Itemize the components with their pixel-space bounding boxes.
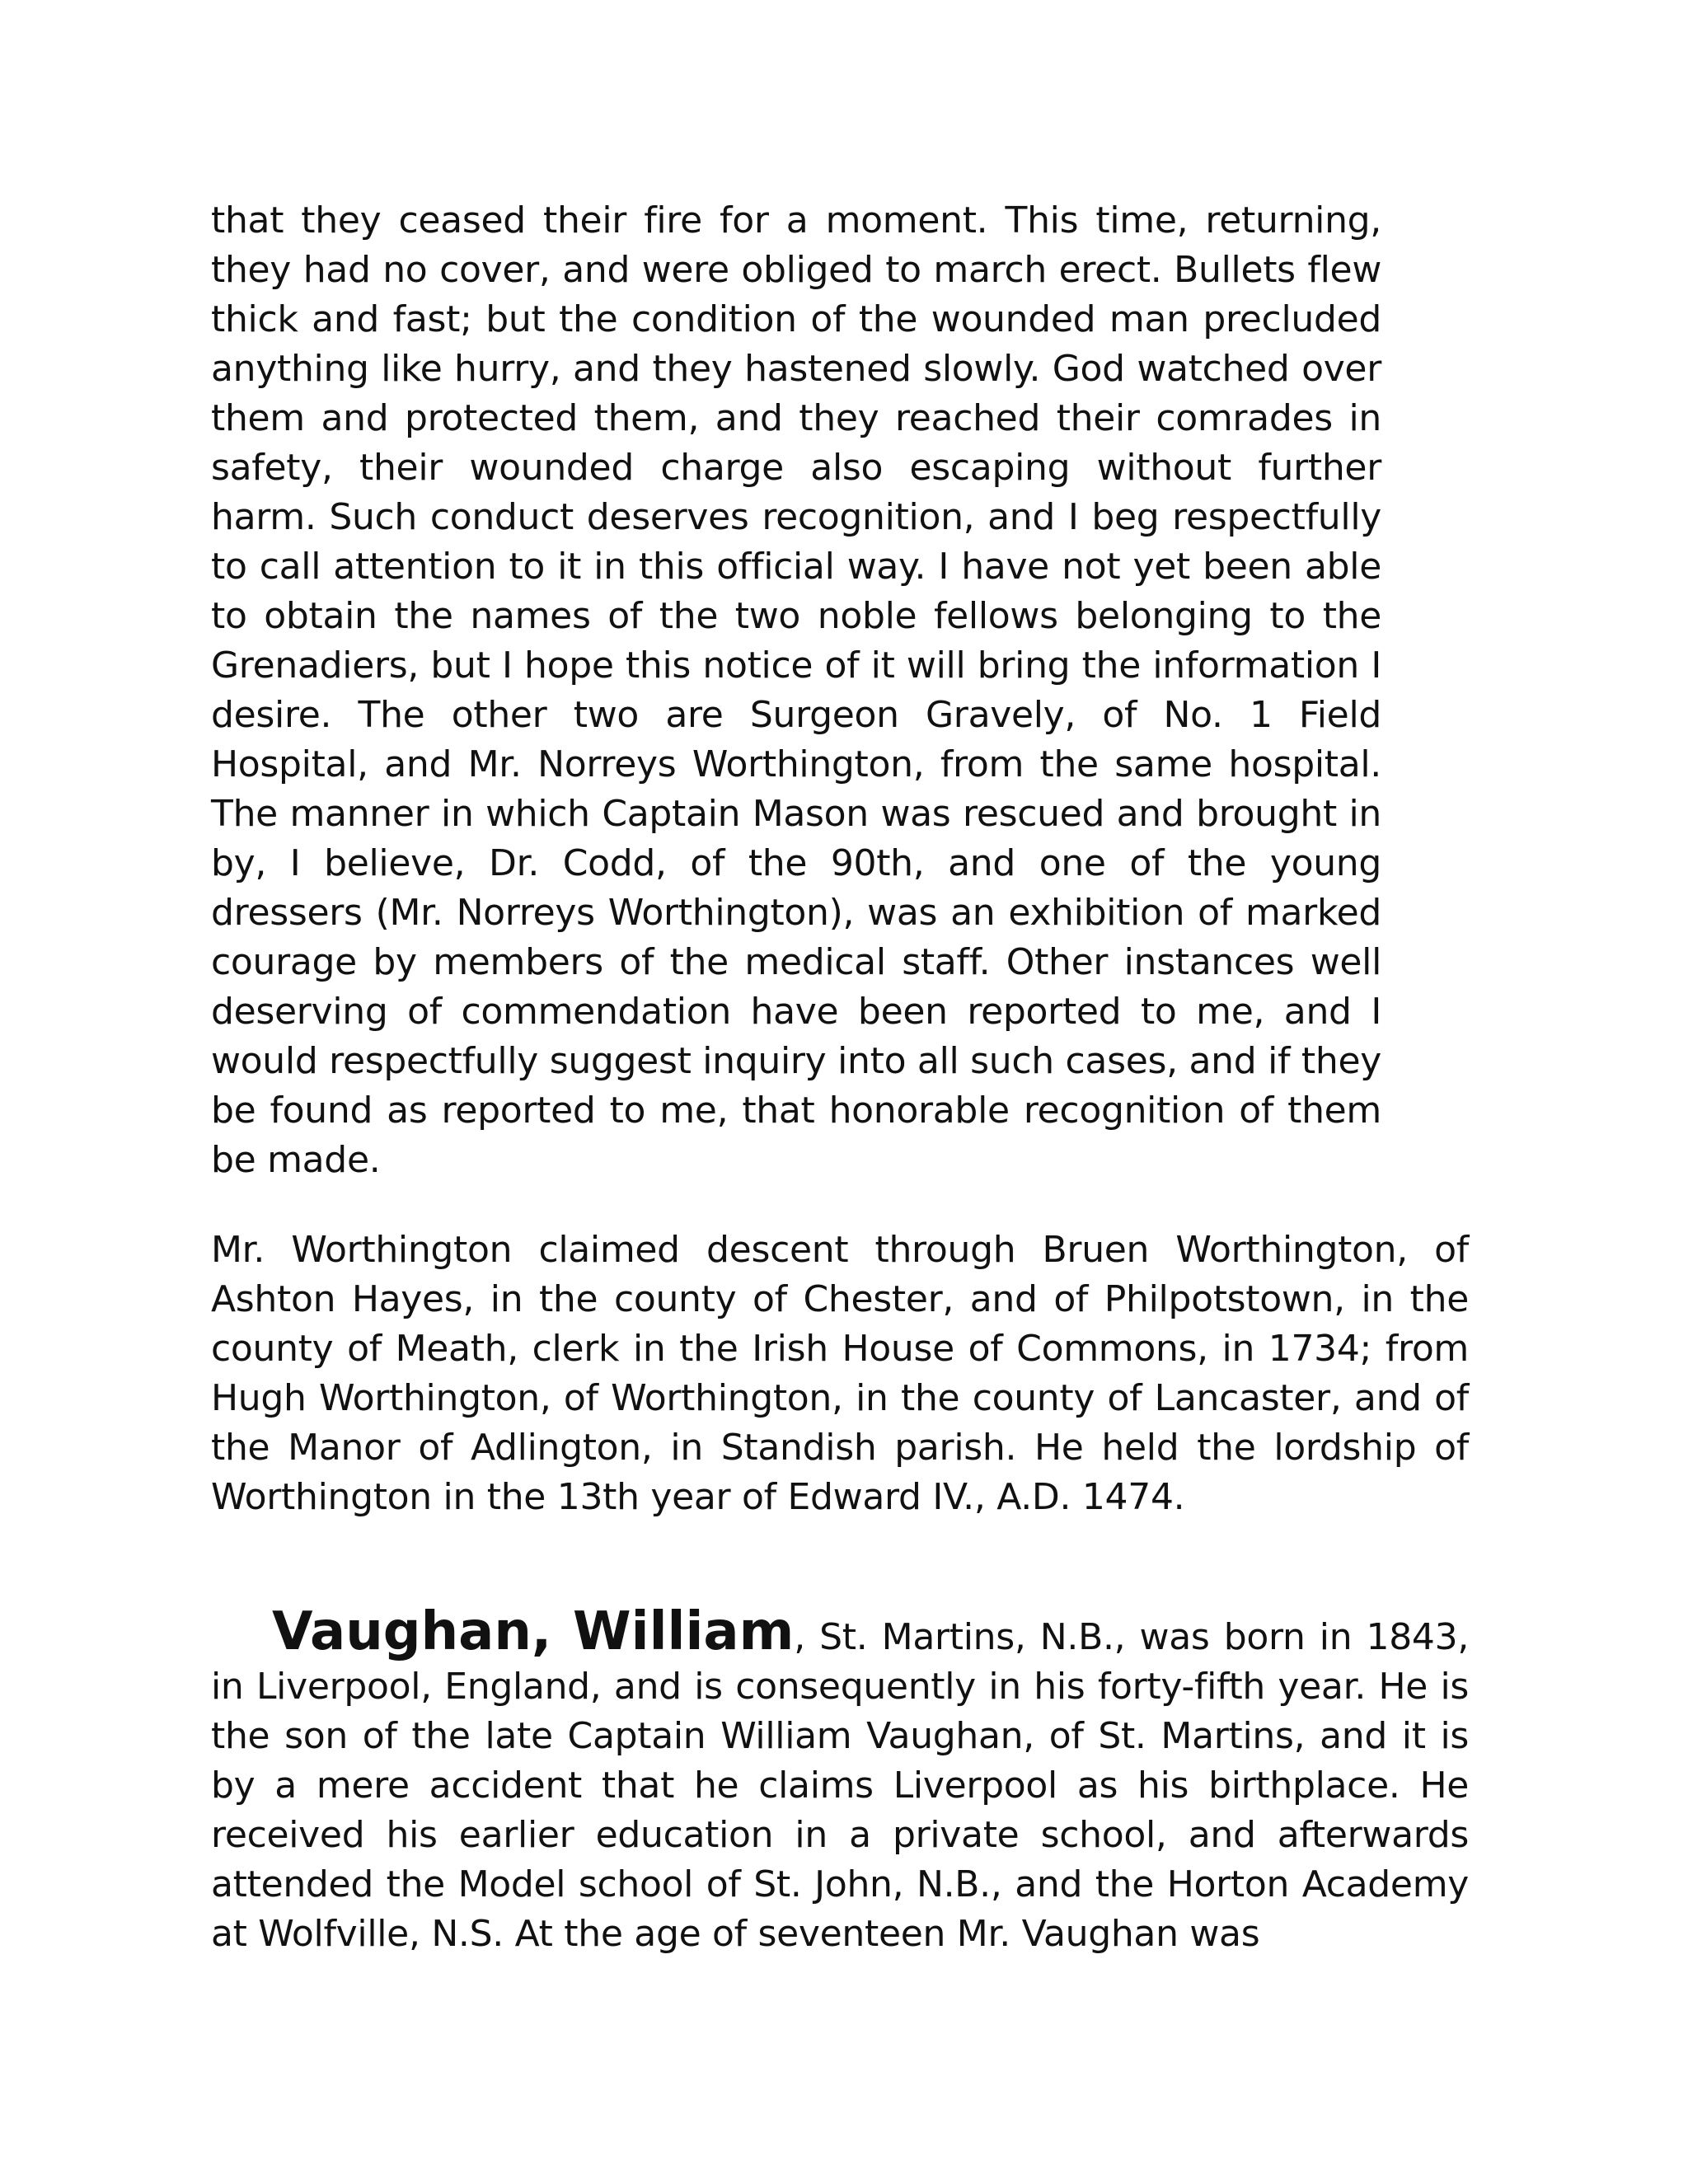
descent-paragraph: Mr. Worthington claimed descent through Bruen Worthington, of Ashton Hayes, in the county of Chester, and of Philpotstown, in the county of Meath, clerk in the Irish House of Commons, in 1734; from Hugh Worthington, of Worthington, in the county of Lancaster, and of the Manor of Adlington, in Standish parish. He held the lordship of Worthington in the 13th year of Edward IV., A.D. 1474. bbox=[211, 1229, 1469, 1518]
biography-text: , St. Martins, N.B., was born in 1843, in Liverpool, England, and is consequently in his forty-fifth year. He is the son of the late Captain William Vaughan, of St. Martins, and it is by a mere accident that he claims Liverpool as his birthplace. He received his earlier education in a private school, and afterwards attended the Model school of St. John, N.B., and the Horton Academy at Wolfville, N.S. At the age of seventeen Mr. Vaughan was bbox=[211, 1616, 1470, 1955]
biography-entry bbox=[211, 1601, 1470, 1959]
biography-name-heading: Vaughan, William bbox=[272, 1601, 795, 1662]
quoted-report-text: that they ceased their fire for a moment. This time, returning, they had no cover, and were obliged to march erect. Bullets flew thick and fast; but the condition of the wounded man precluded anything like hurry, and they hastened slowly. God watched over them and protected them, and they reached their comrades in safety, their wounded charge also escaping without further harm. Such conduct deserves recognition, and I beg respectfully to call attention to it in this official way. I have not yet been able to obtain the names of the two noble fellows belonging to the Grenadiers, but I hope this notice of it will bring the information I desire. The other two are Surgeon Gravely, of No. 1 Field Hospital, and Mr. Norreys Worthington, from the same hospital. The manner in which Captain Mason was rescued and brought in by, I believe, Dr. Codd, of the 90th, and one of the young dressers (Mr. Norreys Worthington), was an exhibition of marked courage by members of the medical staff. Other instances well deserving of commendation have been reported to me, and I would respectfully suggest inquiry into all such cases, and if they be found as reported to me, that honorable recognition of them be made. bbox=[211, 199, 1381, 1181]
